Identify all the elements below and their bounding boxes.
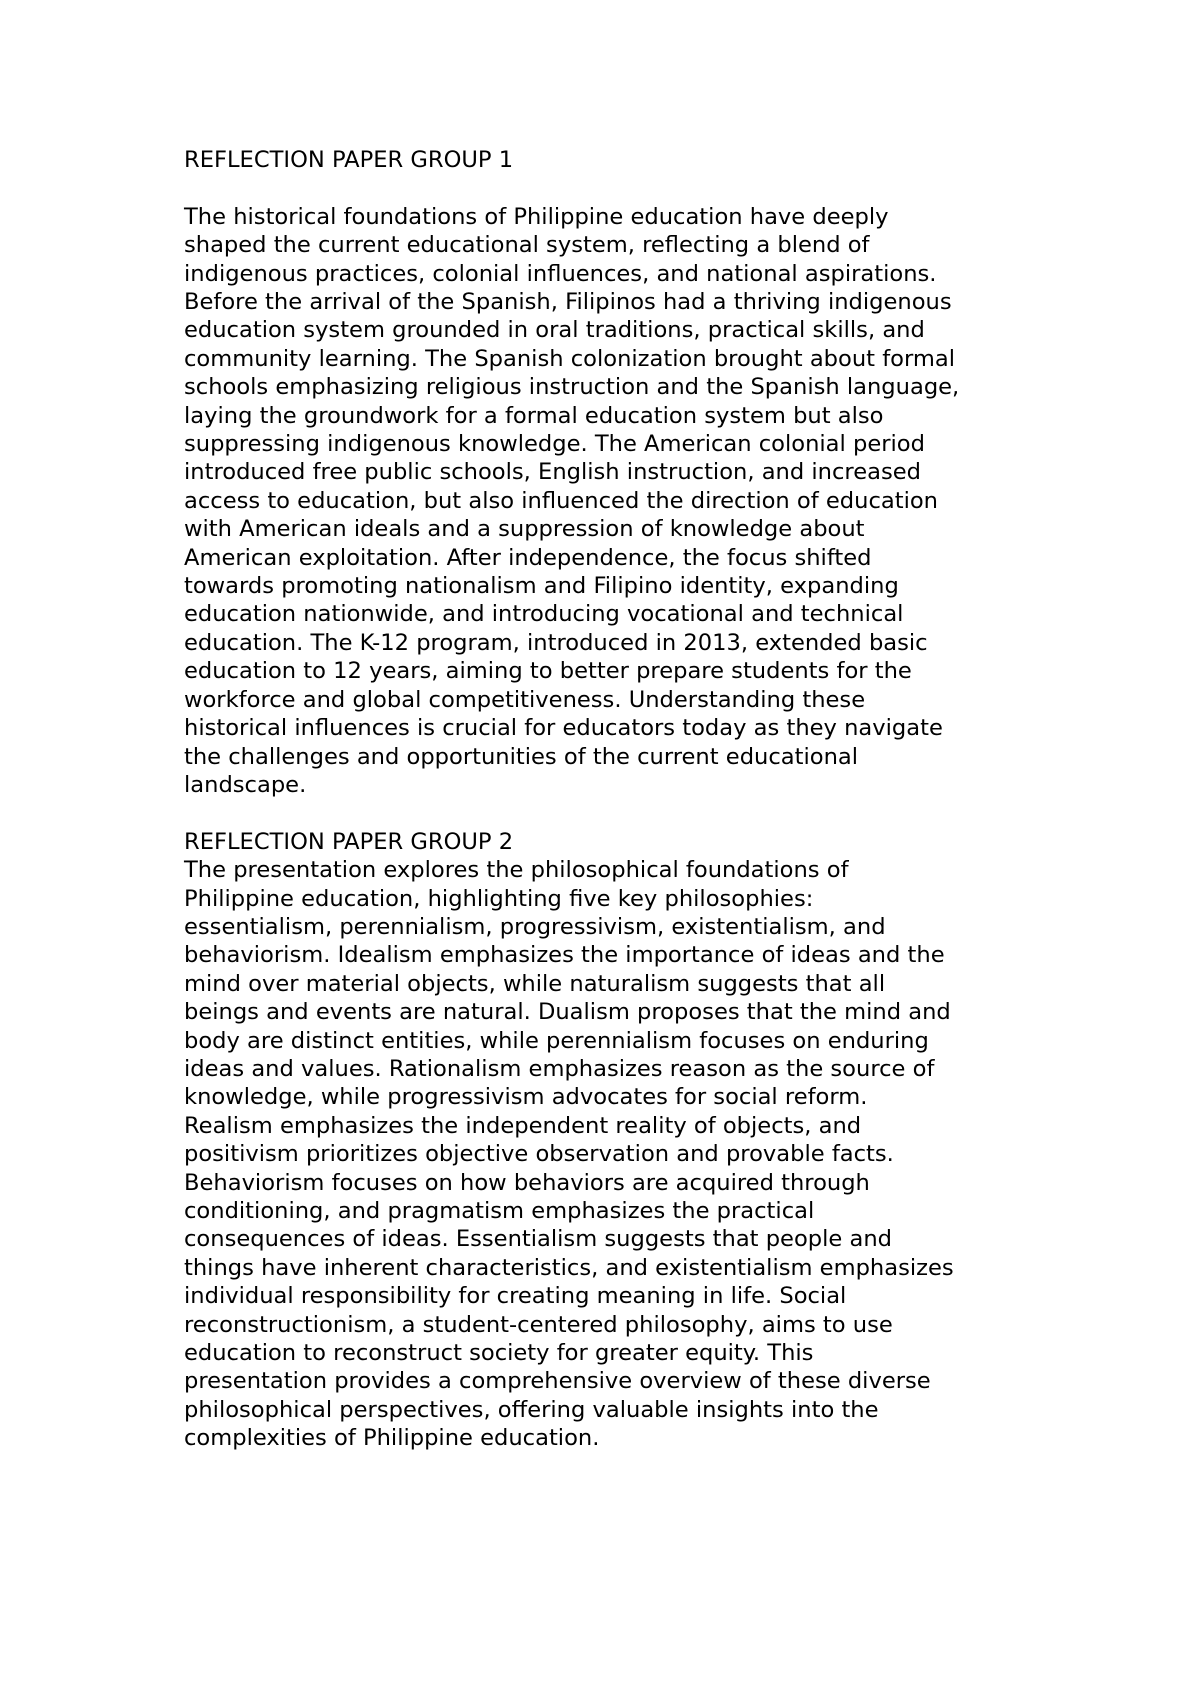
paragraph-line: individual responsibility for creating meaning in life. Social [184, 1283, 847, 1310]
paragraph-line: positivism prioritizes objective observation and provable facts. [184, 1141, 894, 1168]
paragraph-line: Before the arrival of the Spanish, Filipinos had a thriving indigenous [184, 289, 952, 316]
section-group-2 [184, 828, 1044, 1453]
paragraph-line: education nationwide, and introducing vocational and technical [184, 601, 904, 628]
paragraph-line: shaped the current educational system, reflecting a blend of [184, 232, 870, 259]
section-group-1 [184, 146, 1044, 799]
paragraph-line: ideas and values. Rationalism emphasizes reason as the source of [184, 1055, 935, 1082]
blank-line [184, 799, 1044, 827]
paragraph-line: mind over material objects, while naturalism suggests that all [184, 970, 886, 997]
paragraph-line: historical influences is crucial for educators today as they navigate [184, 715, 943, 742]
paragraph-line: American exploitation. After independence, the focus shifted [184, 544, 872, 571]
paragraph-line: introduced free public schools, English instruction, and increased [184, 459, 921, 486]
paragraph-line: education to 12 years, aiming to better prepare students for the [184, 658, 912, 685]
paragraph-line: workforce and global competitiveness. Understanding these [184, 686, 866, 713]
paragraph-line: education system grounded in oral traditions, practical skills, and [184, 317, 925, 344]
paragraph-line: indigenous practices, colonial influences, and national aspirations. [184, 260, 937, 287]
paragraph-line: things have inherent characteristics, and existentialism emphasizes [184, 1254, 954, 1281]
paragraph-line: community learning. The Spanish colonization brought about formal [184, 345, 955, 372]
paragraph-line: suppressing indigenous knowledge. The American colonial period [184, 431, 925, 458]
paragraph-line: schools emphasizing religious instruction and the Spanish language, [184, 374, 960, 401]
paragraph-line: beings and events are natural. Dualism proposes that the mind and [184, 999, 951, 1026]
paragraph-line: with American ideals and a suppression of knowledge about [184, 516, 865, 543]
paragraph-line: body are distinct entities, while perennialism focuses on enduring [184, 1027, 929, 1054]
paragraph-line: presentation provides a comprehensive overview of these diverse [184, 1368, 931, 1395]
paragraph-line: access to education, but also influenced the direction of education [184, 487, 938, 514]
paragraph-line: reconstructionism, a student-centered philosophy, aims to use [184, 1311, 893, 1338]
paragraph-line: knowledge, while progressivism advocates for social reform. [184, 1084, 868, 1111]
paragraph-line: laying the groundwork for a formal education system but also [184, 402, 884, 429]
paragraph-line: landscape. [184, 771, 307, 798]
paragraph-line: The presentation explores the philosophical foundations of [184, 857, 849, 884]
paragraph-line: towards promoting nationalism and Filipino identity, expanding [184, 573, 899, 600]
section-heading: REFLECTION PAPER GROUP 2 [184, 828, 514, 855]
section-heading: REFLECTION PAPER GROUP 1 [184, 147, 514, 173]
paragraph-line: conditioning, and pragmatism emphasizes the practical [184, 1198, 815, 1224]
section-paragraph [184, 856, 1044, 1453]
paragraph-line: complexities of Philippine education. [184, 1425, 600, 1452]
blank-line [184, 174, 1044, 202]
document-page [184, 146, 1044, 1453]
paragraph-line: consequences of ideas. Essentialism suggests that people and [184, 1226, 892, 1253]
paragraph-line: Behaviorism focuses on how behaviors are acquired through [184, 1169, 870, 1196]
paragraph-line: Realism emphasizes the independent reality of objects, and [184, 1112, 862, 1139]
paragraph-line: education to reconstruct society for greater equity. This [184, 1340, 814, 1367]
paragraph-line: Philippine education, highlighting five key philosophies: [184, 885, 814, 912]
section-paragraph [184, 203, 1044, 800]
paragraph-line: The historical foundations of Philippine education have deeply [184, 203, 889, 230]
paragraph-line: education. The K-12 program, introduced in 2013, extended basic [184, 629, 928, 656]
paragraph-line: essentialism, perennialism, progressivism, existentialism, and [184, 913, 886, 940]
paragraph-line: philosophical perspectives, offering valuable insights into the [184, 1396, 879, 1423]
paragraph-line: behaviorism. Idealism emphasizes the importance of ideas and the [184, 942, 945, 969]
paragraph-line: the challenges and opportunities of the current educational [184, 743, 859, 770]
